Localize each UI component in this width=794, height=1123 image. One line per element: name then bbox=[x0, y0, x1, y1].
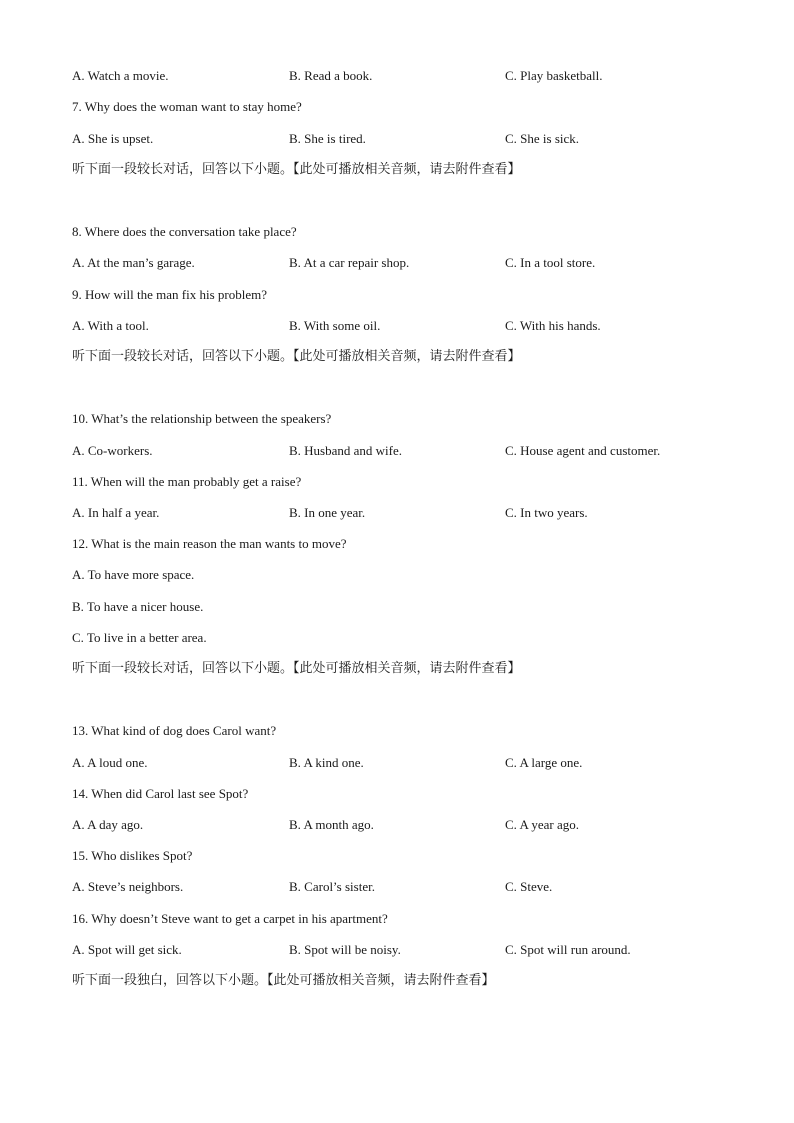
q9-option-a: A. With a tool. bbox=[72, 318, 149, 333]
q16-question: 16. Why doesn’t Steve want to get a carpet in his apartment? bbox=[72, 911, 388, 926]
q12-option-c: C. To live in a better area. bbox=[72, 630, 207, 645]
q10-option-c: C. House agent and customer. bbox=[505, 443, 661, 458]
instruction-long-dialogue-3: 听下面一段较长对话，回答以下小题。【此处可播放相关音频，请去附件查看】 bbox=[72, 661, 521, 676]
q16-option-c: C. Spot will run around. bbox=[505, 942, 631, 957]
q12-question: 12. What is the main reason the man wants to move? bbox=[72, 536, 347, 551]
q6-option-b: B. Read a book. bbox=[289, 68, 373, 83]
q15-option-b: B. Carol’s sister. bbox=[289, 879, 375, 894]
q13-question: 13. What kind of dog does Carol want? bbox=[72, 723, 277, 738]
q7-question: 7. Why does the woman want to stay home? bbox=[72, 99, 302, 114]
q8-option-a: A. At the man’s garage. bbox=[72, 255, 195, 270]
q11-option-b: B. In one year. bbox=[289, 505, 366, 520]
instruction-long-dialogue-1: 听下面一段较长对话，回答以下小题。【此处可播放相关音频，请去附件查看】 bbox=[72, 162, 521, 177]
q15-option-a: A. Steve’s neighbors. bbox=[72, 879, 184, 894]
q12-option-a: A. To have more space. bbox=[72, 567, 195, 582]
q7-option-a: A. She is upset. bbox=[72, 131, 154, 146]
q10-question: 10. What’s the relationship between the speakers? bbox=[72, 411, 332, 426]
q7-option-c: C. She is sick. bbox=[505, 131, 580, 146]
q14-option-c: C. A year ago. bbox=[505, 817, 580, 832]
q15-question: 15. Who dislikes Spot? bbox=[72, 848, 193, 863]
q14-option-a: A. A day ago. bbox=[72, 817, 144, 832]
q10-option-b: B. Husband and wife. bbox=[289, 443, 403, 458]
q11-option-a: A. In half a year. bbox=[72, 505, 160, 520]
q10-option-a: A. Co-workers. bbox=[72, 443, 153, 458]
q13-option-c: C. A large one. bbox=[505, 755, 583, 770]
q14-question: 14. When did Carol last see Spot? bbox=[72, 786, 249, 801]
q11-question: 11. When will the man probably get a raise? bbox=[72, 474, 302, 489]
q13-option-a: A. A loud one. bbox=[72, 755, 148, 770]
q8-question: 8. Where does the conversation take place? bbox=[72, 224, 297, 239]
q14-option-b: B. A month ago. bbox=[289, 817, 374, 832]
q11-option-c: C. In two years. bbox=[505, 505, 588, 520]
q15-option-c: C. Steve. bbox=[505, 879, 553, 894]
q13-option-b: B. A kind one. bbox=[289, 755, 364, 770]
q9-option-c: C. With his hands. bbox=[505, 318, 601, 333]
q16-option-b: B. Spot will be noisy. bbox=[289, 942, 401, 957]
q8-option-b: B. At a car repair shop. bbox=[289, 255, 410, 270]
q6-option-a: A. Watch a movie. bbox=[72, 68, 169, 83]
instruction-long-dialogue-2: 听下面一段较长对话，回答以下小题。【此处可播放相关音频，请去附件查看】 bbox=[72, 349, 521, 364]
q9-question: 9. How will the man fix his problem? bbox=[72, 287, 267, 302]
q12-option-b: B. To have a nicer house. bbox=[72, 599, 204, 614]
q16-option-a: A. Spot will get sick. bbox=[72, 942, 182, 957]
q8-option-c: C. In a tool store. bbox=[505, 255, 596, 270]
q6-option-c: C. Play basketball. bbox=[505, 68, 603, 83]
instruction-monologue: 听下面一段独白，回答以下小题。【此处可播放相关音频，请去附件查看】 bbox=[72, 973, 495, 988]
q9-option-b: B. With some oil. bbox=[289, 318, 381, 333]
q7-option-b: B. She is tired. bbox=[289, 131, 366, 146]
